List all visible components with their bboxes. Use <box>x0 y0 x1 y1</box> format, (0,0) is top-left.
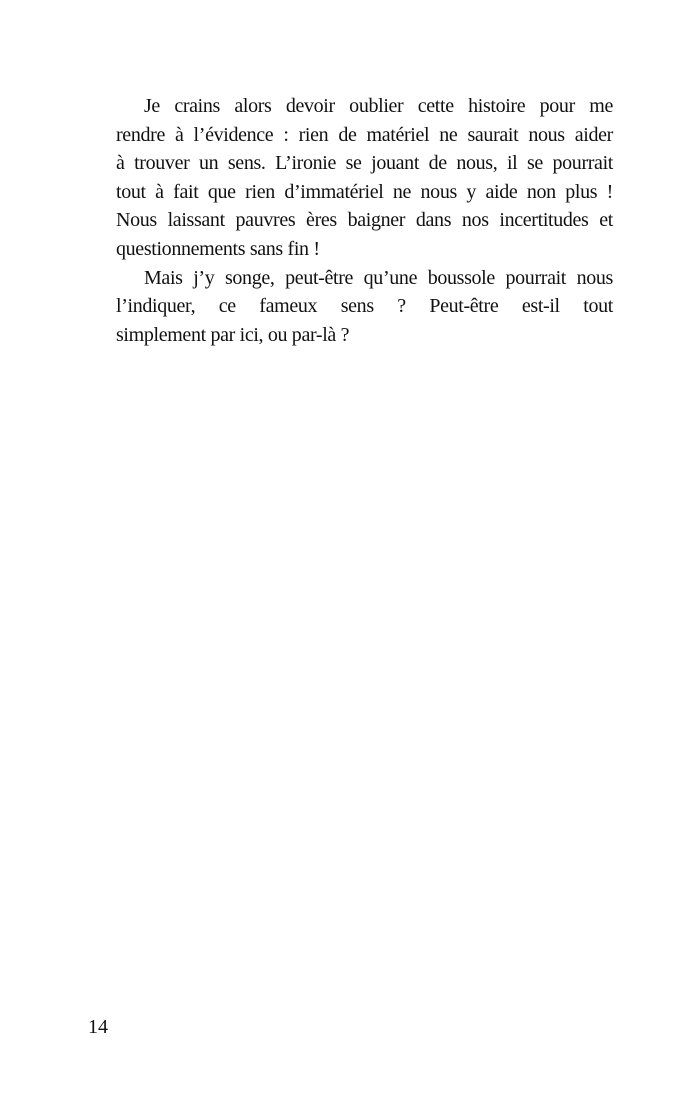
text-line: l’indiquer, ce fameux sens ? Peut-être est-il tout <box>116 295 613 318</box>
text-line: Mais j’y songe, peut-être qu’une boussole pourrait nous <box>144 266 613 289</box>
text-line: Nous laissant pauvres ères baigner dans nos incertitudes et <box>116 209 613 232</box>
text-line: Je crains alors devoir oublier cette histoire pour me <box>144 95 613 117</box>
text-line: rendre à l’évidence : rien de matériel ne saurait nous aider <box>116 123 613 146</box>
page-body <box>88 92 613 349</box>
paragraph-2 <box>88 264 613 350</box>
page-number: 14 <box>88 1016 108 1038</box>
text-line: questionnements sans fin ! <box>116 237 320 260</box>
paragraph-1 <box>88 92 613 264</box>
text-line: tout à fait que rien d’immatériel ne nous y aide non plus ! <box>116 180 613 203</box>
text-line: simplement par ici, ou par-là ? <box>116 323 350 346</box>
text-line: à trouver un sens. L’ironie se jouant de nous, il se pourrait <box>116 152 613 175</box>
